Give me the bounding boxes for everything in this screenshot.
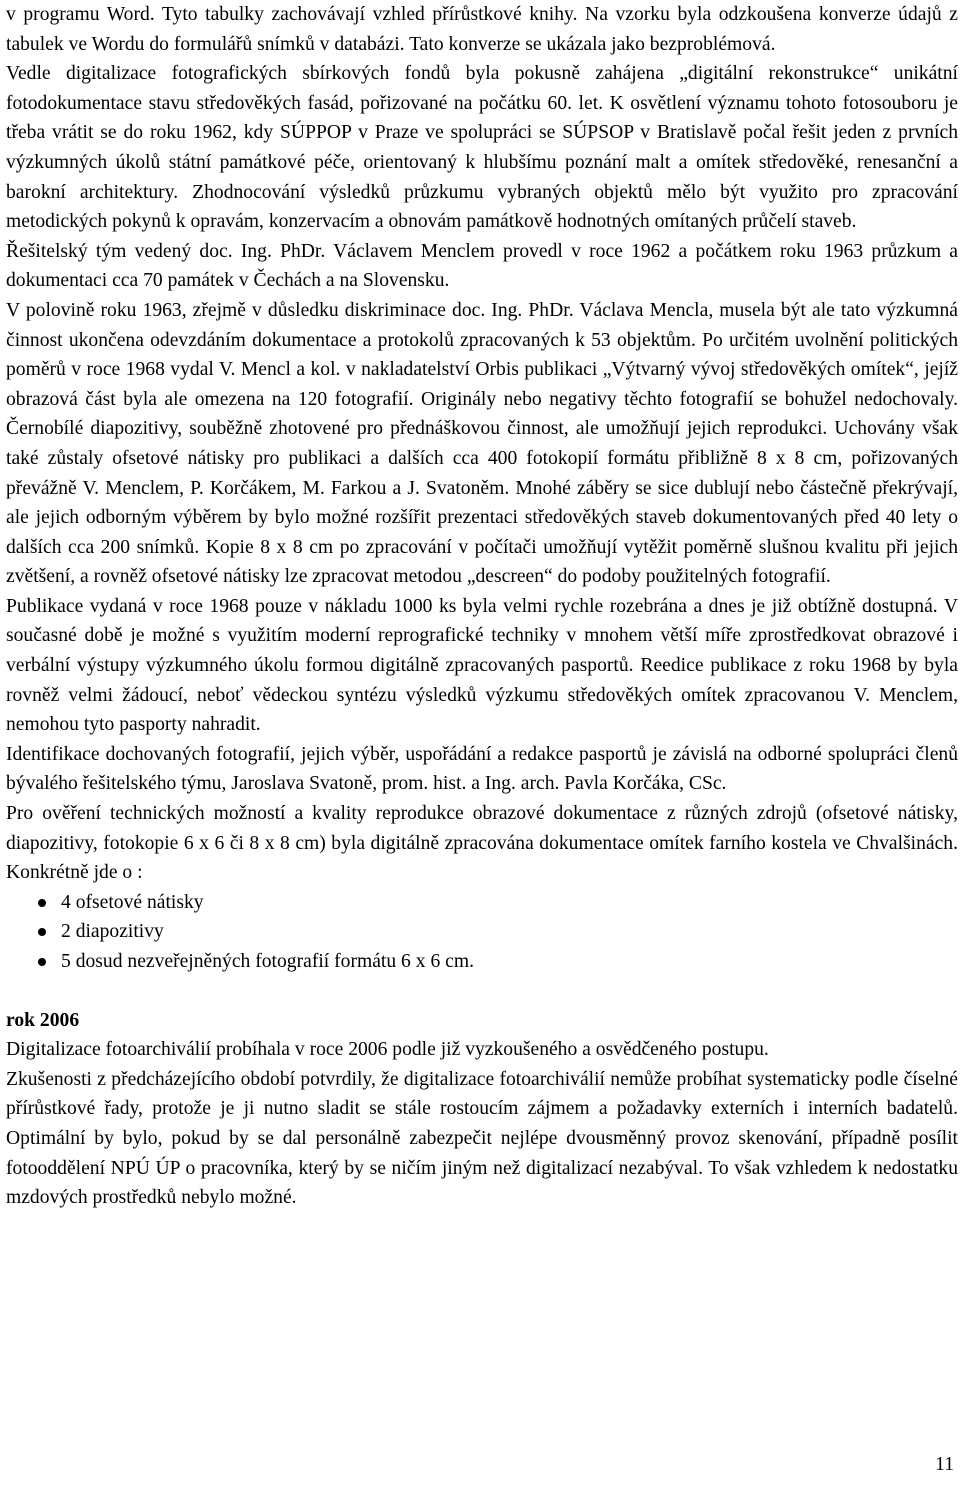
paragraph-digitization-2006: Digitalizace fotoarchiválií probíhala v roce 2006 podle již vyzkoušeného a osvědčeného postupu. [6,1039,769,1061]
bullet-icon [38,958,46,966]
list-item [6,888,958,918]
section-heading: rok 2006 [6,1009,80,1031]
list-item-text: 4 ofsetové nátisky [61,891,204,913]
paragraph-verification: Pro ověření technických možností a kvality reprodukce obrazové dokumentace z různých zdrojů (ofsetové nátisky, diapozitivy, fotokopie 6 x 6 či 8 x 8 cm) byla digitálně zpracována dokumentace omítek farního kostela ve Chvalšinách. Konkrétně jde o : [6,803,958,884]
paragraph-digital-reconstruction: Vedle digitalizace fotografických sbírkových fondů byla pokusně zahájena „digitální rekonstrukce“ unikátní fotodokumentace stavu středověkých fasád, pořizované na počátku 60. let. K osvětlení významu tohoto fotosouboru je třeba vrátit se do roku 1962, kdy SÚPPOP v Praze ve spolupráci se SÚPSOP v Bratislavě počal řešit jeden z prvních výzkumných úkolů státní památkové péče, orientovaný k hlubšímu poznání malt a omítek středověké, renesanční a barokní architektury. Zhodnocování výsledků průzkumu vybraných objektů mělo být využito pro zpracování metodických pokynů k opravám, konzervacím a obnovám památkově hodnotných omítaných průčelí staveb. [6,63,958,233]
paragraph-publication-1968: Publikace vydaná v roce 1968 pouze v nákladu 1000 ks byla velmi rychle rozebrána a dnes je již obtížně dostupná. V současné době je možné s využitím moderní reprografické techniky v mnohem větší míře zprostředkovat obrazové i verbální výstupy výzkumného úkolu formou digitálně zpracovaných pasportů. Reedice publikace z roku 1968 by byla rovněž velmi žádoucí, neboť vědeckou syntézu výsledků výzkumu středověkých omítek zpracovanou V. Menclem, nemohou tyto pasporty nahradit. [6,595,958,736]
list-item [6,947,958,977]
list-item [6,917,958,947]
paragraph-research-history: V polovině roku 1963, zřejmě v důsledku diskriminace doc. Ing. PhDr. Václava Mencla, musela být ale tato výzkumná činnost ukončena odevzdáním dokumentace a protokolů zpracovaných k 53 objektům. Po určitém uvolnění politických poměrů v roce 1968 vydal V. Mencl a kol. v nakladatelství Orbis publikaci „Výtvarný vývoj středověkých omítek“, jejíž obrazová část byla ale omezena na 120 fotografií. Originály nebo negativy těchto fotografií se bohužel nedochovaly. Černobílé diapozitivy, souběžně zhotovené pro přednáškovou činnost, ale umožňují jejich reprodukci. Uchovány však také zůstaly ofsetové nátisky pro publikaci a dalších cca 400 fotokopií formátu přibližně 8 x 8 cm, pořizovaných převážně V. Menclem, P. Korčákem, M. Farkou a J. Svatoněm. Mnohé záběry se sice dublují nebo částečně překrývají, ale jejich odborným výběrem by bylo možné rozšířit prezentaci středověkých staveb dokumentovaných před 40 lety o dalších cca 200 snímků. Kopie 8 x 8 cm po zpracování v počítači umožňují vytěžit poměrně slušnou kvalitu při jejich zvětšení, a rovněž ofsetové nátisky lze zpracovat metodou „descreen“ do podoby použitelných fotografií. [6,299,958,588]
paragraph-identification: Identifikace dochovaných fotografií, jejich výběr, uspořádání a redakce pasportů je závislá na odborné spolupráci členů bývalého řešitelského týmu, Jaroslava Svatoně, prom. hist. a Ing. arch. Pavla Korčáka, CSc. [6,743,958,795]
paragraph-word-tables: v programu Word. Tyto tabulky zachovávají vzhled přírůstkové knihy. Na vzorku byla odzkoušena konverze údajů z tabulek ve Wordu do formulářů snímků v databázi. Tato konverze se ukázala jako bezproblémová. [6,4,958,55]
page-number: 11 [935,1454,954,1475]
document-page [6,0,958,1213]
paragraph-research-team: Řešitelský tým vedený doc. Ing. PhDr. Václavem Menclem provedl v roce 1962 a počátkem roku 1963 průzkum a dokumentaci cca 70 památek v Čechách a na Slovensku. [6,240,958,292]
list-item-text: 5 dosud nezveřejněných fotografií formátu 6 x 6 cm. [61,951,474,972]
list-item-text: 2 diapozitivy [61,921,164,943]
bullet-icon [38,899,46,907]
bullet-icon [38,928,46,936]
paragraph-experience: Zkušenosti z předcházejícího období potvrdily, že digitalizace fotoarchiválií nemůže probíhat systematicky podle číselné přírůstkové řady, protože je ji nutno sladit se stále rostoucím zájmem a požadavky externích i interních badatelů. Optimální by bylo, pokud by se dal personálně zabezpečit nejlépe dvousměnný provoz skenování, případně posílit fotooddělení NPÚ ÚP o pracovníka, který by se ničím jiným než digitalizací nezabýval. To však vzhledem k nedostatku mzdových prostředků nebylo možné. [6,1068,958,1209]
bullet-list [6,888,958,977]
